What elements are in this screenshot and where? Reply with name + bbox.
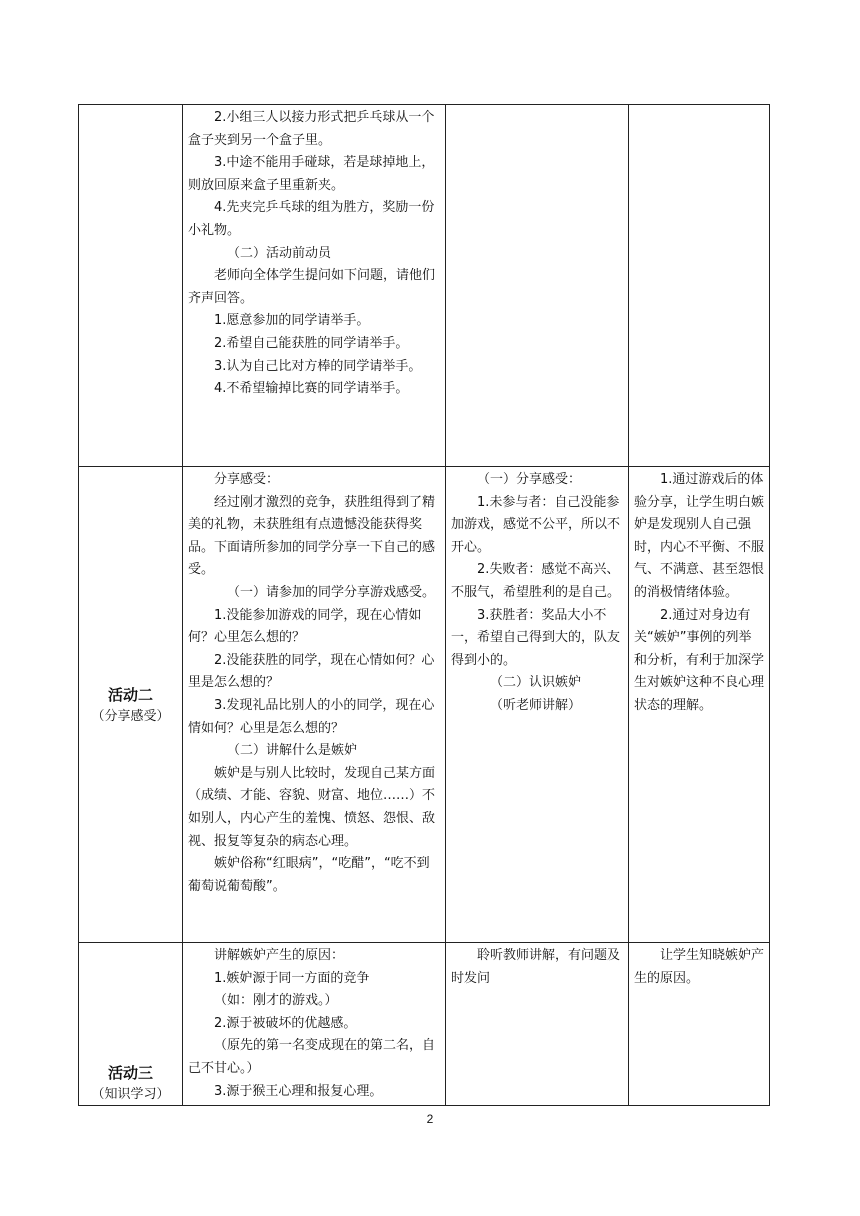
content-line: 3.发现礼品比别人的小的同学，现在心情如何？心里是怎么想的？: [188, 697, 435, 736]
content-line: 3.中途不能用手碰球，若是球掉地上，则放回原来盒子里重新夹。: [188, 155, 435, 193]
student-line: （一）分享感受：: [477, 472, 582, 487]
activity-subtitle: （分享感受）: [91, 708, 170, 724]
content-line: （一）请参加的同学分享游戏感受。: [227, 584, 436, 600]
purpose-line: 让学生知晓嫉妒产生的原因。: [634, 948, 765, 986]
content-line: 2.希望自己能获胜的同学请举手。: [214, 335, 409, 351]
teacher-content-cell: [183, 105, 446, 467]
student-activity-cell: [446, 105, 629, 467]
student-activity-cell: [446, 467, 629, 943]
activity-title: 活动三: [107, 1064, 153, 1083]
content-line: 1.没能参加游戏的同学，现在心情如何？心里怎么想的？: [188, 607, 422, 646]
content-line: 4.先夹完乒乓球的组为胜方，奖励一份小礼物。: [188, 200, 435, 238]
page-number: 2: [426, 1112, 434, 1126]
activity-label-cell: [79, 105, 183, 467]
design-purpose-cell: [629, 467, 770, 943]
content-line: 嫉妒是与别人比较时，发现自己某方面（成绩、才能、容貌、财富、地位……）不如别人，内心产生的羞愧、愤怒、怨恨、敌视、报复等复杂的病态心理。: [188, 765, 436, 849]
design-purpose-cell: [629, 943, 770, 1106]
purpose-line: 2.通过对身边有关“嫉妒”事例的列举和分析，有利于加深学生对嫉妒这种不良心理状态的理解。: [634, 607, 765, 713]
table-row-activity-2: [79, 467, 770, 943]
lesson-plan-table: [78, 104, 770, 1106]
student-line: （二）认识嫉妒: [490, 675, 582, 691]
content-line: 讲解嫉妒产生的原因：: [214, 948, 345, 963]
table-row-continuation: [79, 105, 770, 467]
content-line: 经过刚才激烈的竞争，获胜组得到了精美的礼物，未获胜组有点遗憾没能获得奖品。下面请所参加的同学分享一下自己的感受。: [188, 494, 436, 578]
content-line: 2.小组三人以接力形式把乒乓球从一个盒子夹到另一个盒子里。: [188, 110, 435, 148]
content-line: 2.没能获胜的同学，现在心情如何？心里是怎么想的？: [188, 652, 435, 691]
content-line: 3.源于猴王心理和报复心理。: [214, 1083, 383, 1099]
student-activity-cell: [446, 943, 629, 1106]
content-line: 分享感受：: [214, 472, 280, 487]
activity-label-cell: [79, 467, 183, 943]
student-line: 3.获胜者：奖品大小不一，希望自己得到大的，队友得到小的。: [451, 607, 621, 668]
student-line: 聆听教师讲解，有问题及时发问: [451, 948, 621, 986]
activity-title: 活动二: [107, 685, 153, 704]
content-line: （如：刚才的游戏。）: [214, 993, 338, 1009]
student-line: 2.失败者：感觉不高兴、不服气，希望胜利的是自己。: [451, 562, 621, 600]
table-row-activity-3: [79, 943, 770, 1106]
content-line: 1.嫉妒源于同一方面的竞争: [214, 970, 370, 986]
content-line: 4.不希望输掉比赛的同学请举手。: [214, 381, 409, 397]
purpose-line: 1.通过游戏后的体验分享，让学生明白嫉妒是发现别人自己强时，内心不平衡、不服气、不满意、甚至怨恨的消极情绪体验。: [634, 472, 765, 600]
student-line: （听老师讲解）: [490, 697, 582, 713]
content-line: 3.认为自己比对方棒的同学请举手。: [214, 358, 422, 374]
activity-subtitle: （知识学习）: [91, 1087, 170, 1103]
content-line: （二）活动前动员: [227, 245, 332, 261]
teacher-content-cell: [183, 943, 446, 1106]
content-line: （二）讲解什么是嫉妒: [227, 743, 358, 759]
teacher-content-cell: [183, 467, 446, 943]
design-purpose-cell: [629, 105, 770, 467]
content-line: 2.源于被破坏的优越感。: [214, 1015, 357, 1031]
content-line: 老师向全体学生提问如下问题，请他们齐声回答。: [188, 268, 436, 306]
content-line: 嫉妒俗称“红眼病”，“吃醋”，“吃不到葡萄说葡萄酸”。: [188, 856, 430, 894]
content-line: （原先的第一名变成现在的第二名，自己不甘心。）: [188, 1038, 436, 1076]
content-line: 1.愿意参加的同学请举手。: [214, 313, 370, 329]
student-line: 1.未参与者：自己没能参加游戏，感觉不公平，所以不开心。: [451, 494, 621, 555]
activity-label-cell: [79, 943, 183, 1106]
